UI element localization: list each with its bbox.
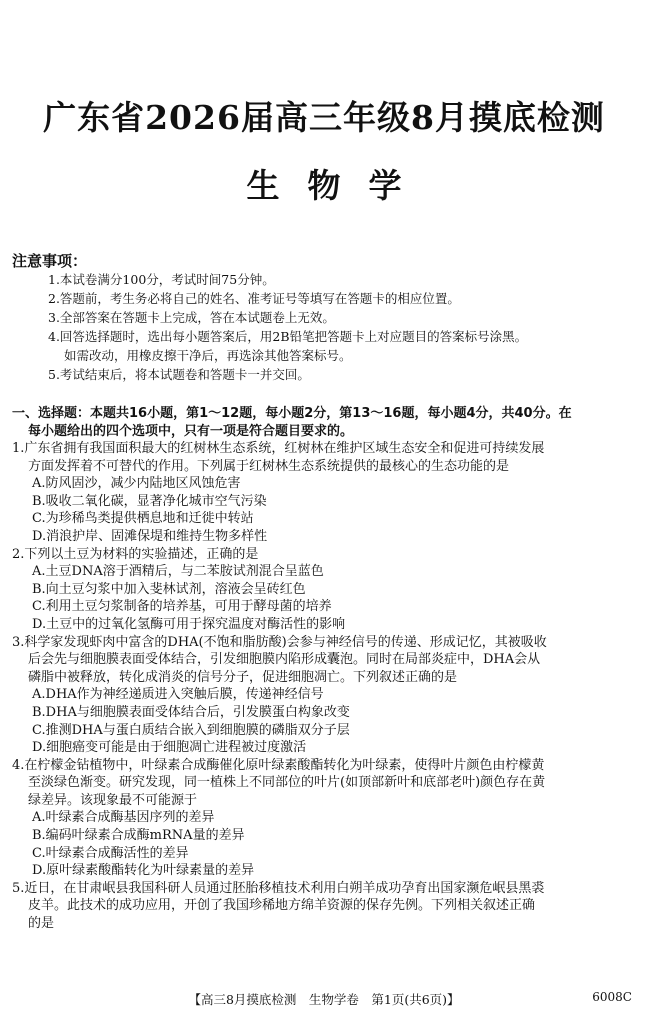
- section-line: 每小题给出的四个选项中，只有一项是符合题目要求的。: [28, 424, 354, 439]
- answer-option: C.推测DHA与蛋白质结合嵌入到细胞膜的磷脂双分子层: [32, 722, 350, 738]
- question-block: [12, 757, 640, 880]
- answer-option: B.DHA与细胞膜表面受体结合后，引发膜蛋白构象改变: [32, 704, 350, 720]
- question-stem-line: 至淡绿色渐变。研究发现，同一植株上不同部位的叶片(如顶部新叶和底部老叶)颜色存在黄: [28, 775, 546, 791]
- question-stem-line: 4.在柠檬金钻植物中，叶绿素合成酶催化原叶绿素酸酯转化为叶绿素，使得叶片颜色由柠檬黄: [12, 757, 545, 773]
- question-stem-line: 后会先与细胞膜表面受体结合，引发细胞膜内陷形成囊泡。同时在局部炎症中，DHA会从: [28, 652, 541, 668]
- answer-option: C.为珍稀鸟类提供栖息地和迁徙中转站: [32, 511, 254, 527]
- question-stem-line: 皮羊。此技术的成功应用，开创了我国珍稀地方绵羊资源的保存先例。下列相关叙述正确: [28, 898, 536, 914]
- notice-item: 2.答题前，考生务必将自己的姓名、准考证号等填写在答题卡的相应位置。: [48, 291, 460, 306]
- answer-option: D.细胞癌变可能是由于细胞凋亡进程被过度激活: [32, 740, 307, 756]
- answer-option: B.吸收二氧化碳，显著净化城市空气污染: [32, 493, 267, 509]
- notice-item: 3.全部答案在答题卡上完成，答在本试题卷上无效。: [48, 310, 335, 325]
- question-stem-line: 3.科学家发现虾肉中富含的DHA(不饱和脂肪酸)会参与神经信号的传递、形成记忆，其被吸收: [12, 634, 547, 650]
- question-stem-line: 的是: [28, 916, 55, 932]
- notice-list: [48, 270, 640, 384]
- answer-option: A.防风固沙，减少内陆地区风蚀危害: [32, 476, 241, 492]
- notice-item: 如需改动，用橡皮擦干净后，再选涂其他答案标号。: [64, 348, 352, 363]
- notice-item: 1.本试卷满分100分，考试时间75分钟。: [48, 272, 275, 287]
- answer-option: C.利用土豆匀浆制备的培养基，可用于酵母菌的培养: [32, 599, 332, 615]
- question-block: [12, 634, 640, 757]
- answer-option: A.DHA作为神经递质进入突触后膜，传递神经信号: [32, 687, 324, 703]
- section-line: 一、选择题：本题共16小题，第1～12题，每小题2分，第13～16题，每小题4分，共40分。在: [12, 406, 572, 421]
- question-stem-line: 绿差异。该现象最不可能源于: [28, 792, 198, 808]
- exam-title: 广东省2026届高三年级8月摸底检测: [43, 98, 605, 137]
- paper-code: 6008C: [592, 990, 632, 1004]
- page-footer: 【高三8月摸底检测 生物学卷 第1页(共6页)】: [188, 992, 460, 1007]
- answer-option: D.消浪护岸、固滩保堤和维持生物多样性: [32, 528, 268, 544]
- question-stem-line: 磷脂中被释放，转化成消炎的信号分子，促进细胞凋亡。下列叙述正确的是: [28, 669, 458, 685]
- answer-option: D.土豆中的过氧化氢酶可用于探究温度对酶活性的影响: [32, 616, 346, 632]
- notice-item: 5.考试结束后，将本试题卷和答题卡一并交回。: [48, 367, 310, 382]
- question-block: [12, 880, 640, 933]
- section-instructions: [12, 405, 640, 441]
- answer-option: A.土豆DNA溶于酒精后，与二苯胺试剂混合呈蓝色: [32, 564, 324, 580]
- question-stem-line: 1.广东省拥有我国面积最大的红树林生态系统，红树林在维护区域生态安全和促进可持续发展: [12, 441, 545, 456]
- subject-title: 生物学: [246, 166, 430, 205]
- question-list: [12, 440, 640, 933]
- answer-option: C.叶绿素合成酶活性的差异: [32, 845, 189, 861]
- question-block: [12, 546, 640, 634]
- answer-option: A.叶绿素合成酶基因序列的差异: [32, 810, 215, 826]
- question-stem-line: 2.下列以土豆为材料的实验描述，正确的是: [12, 546, 259, 562]
- question-stem-line: 5.近日，在甘肃岷县我国科研人员通过胚胎移植技术利用白朔羊成功孕育出国家濒危岷县黑裘: [12, 880, 545, 896]
- question-stem-line: 方面发挥着不可替代的作用。下列属于红树林生态系统提供的最核心的生态功能的是: [28, 458, 510, 474]
- question-block: [12, 440, 640, 546]
- notice-heading: 注意事项：: [12, 252, 88, 270]
- answer-option: B.编码叶绿素合成酶mRNA量的差异: [32, 828, 245, 844]
- answer-option: D.原叶绿素酸酯转化为叶绿素量的差异: [32, 863, 255, 879]
- notice-item: 4.回答选择题时，选出每小题答案后，用2B铅笔把答题卡上对应题目的答案标号涂黑。: [48, 329, 528, 344]
- answer-option: B.向土豆匀浆中加入斐林试剂，溶液会呈砖红色: [32, 581, 306, 597]
